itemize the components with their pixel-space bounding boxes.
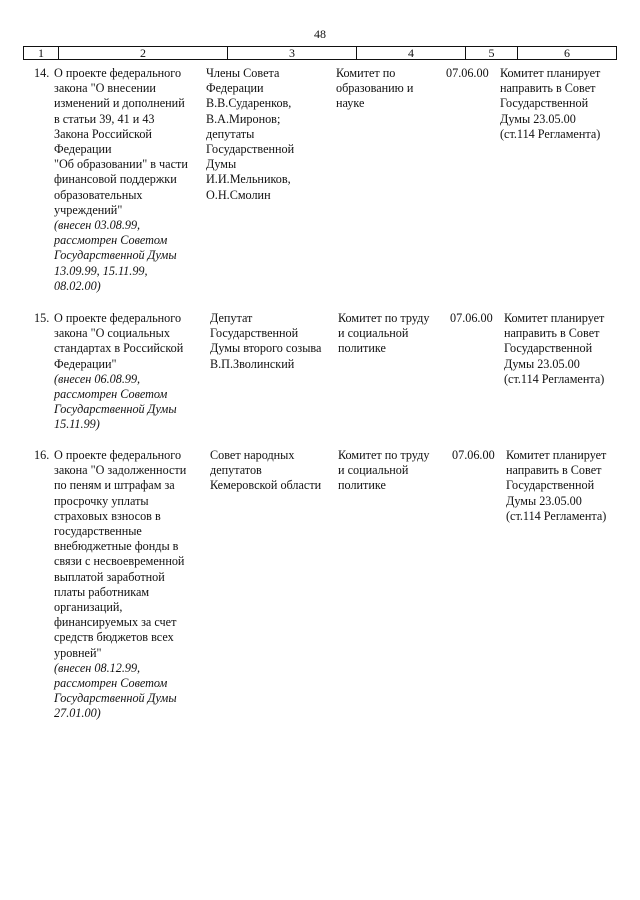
row-number: 16. — [34, 448, 50, 462]
row-number: 15. — [34, 311, 50, 325]
committee-plan: Комитет планирует направить в Совет Государственной Думы 23.05.00 (ст.114 Регламента) — [506, 448, 607, 523]
column-number-6: 6 — [564, 46, 570, 60]
committee-plan: Комитет планирует направить в Совет Государственной Думы 23.05.00 (ст.114 Регламента) — [504, 311, 605, 386]
deadline-date: 07.06.00 — [450, 311, 493, 325]
bill-authors: Члены Совета Федерации В.В.Сударенков, В.А.Миронов; депутаты Государственной Думы И.И.Мельников, О.Н.Смолин — [206, 66, 295, 202]
responsible-committee: Комитет по труду и социальной политике — [338, 311, 430, 356]
column-number-5: 5 — [488, 46, 495, 60]
column-number-2: 2 — [140, 46, 146, 60]
deadline-date: 07.06.00 — [446, 66, 489, 80]
bill-authors: Депутат Государственной Думы второго созыва В.П.Зволинский — [210, 311, 322, 371]
bill-authors: Совет народных депутатов Кемеровской области — [210, 448, 322, 493]
table-header-row — [23, 46, 617, 60]
column-number-4: 4 — [408, 46, 414, 60]
row-number: 14. — [34, 66, 50, 80]
bill-note: (внесен 08.12.99, — [54, 660, 141, 675]
responsible-committee: Комитет по образованию и науке — [336, 66, 414, 111]
column-number-1: 1 — [38, 46, 44, 60]
bill-note: (внесен 03.08.99, — [54, 218, 141, 233]
deadline-date: 07.06.00 — [452, 448, 495, 462]
bill-title: О проекте федерального закона "О социальных стандартах в Российской Федерации" (внесен 06.08.99, рассмотрен Советом Государственной Думы 15.11.99) — [54, 311, 202, 433]
committee-plan: Комитет планирует направить в Совет Государственной Думы 23.05.00 (ст.114 Регламента) — [500, 66, 601, 141]
bill-title: О проекте федерального закона "О внесении изменений и дополнений в статьи 39, 41 и 43 Закона Российской Федерации "Об образовании" в части финансовой поддержки образовательных учреждений" (внесен 03.08.99, рассмотрен Советом Государственной Думы 13.09.99, 15.11.99, 08.02.00) — [54, 66, 202, 294]
bill-note: (внесен 06.08.99, — [54, 371, 141, 386]
column-number-3: 3 — [289, 46, 295, 60]
page-number: 48 — [314, 27, 326, 41]
bill-title: О проекте федерального закона "О задолженности по пеням и штрафам за просрочку уплаты страховых взносов в государственные внебюджетные фонды в связи с несвоевременной выплатой заработной платы работникам организаций, финансируемых за счет средств бюджетов всех уровней" (внесен 08.12.99, рассмотрен Советом Государственной Думы 27.01.00) — [54, 448, 202, 722]
responsible-committee: Комитет по труду и социальной политике — [338, 448, 430, 493]
